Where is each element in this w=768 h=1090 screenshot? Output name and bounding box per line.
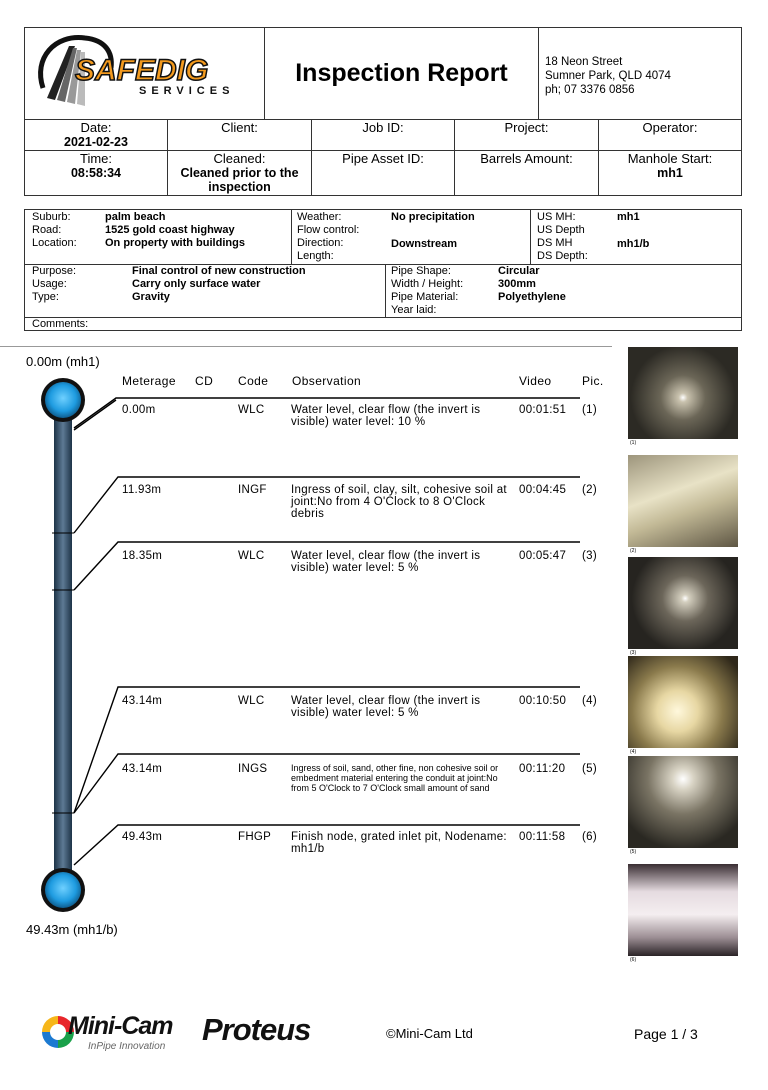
address-line: ph; 07 3376 0856 [545,84,635,96]
address-line: 18 Neon Street [545,56,623,68]
address-line: Sumner Park, QLD 4074 [545,70,671,82]
location-value: On property with buildings [105,237,245,249]
client-cell: Client: [168,120,312,150]
minicam-logo: Mini-Cam InPipe Innovation [38,1010,188,1058]
company-address [545,55,671,97]
inspection-photo-6[interactable] [628,864,738,956]
company-sub: SERVICES [139,85,235,97]
col-observation: Observation [292,374,362,388]
col-video: Video [519,374,552,388]
inspection-photo-1[interactable] [628,347,738,439]
width-value: 300mm [498,278,536,290]
material-value: Polyethylene [498,291,566,303]
safedig-logo-icon [25,28,265,119]
dsmh-value: mh1/b [617,238,650,250]
date-value: 2021-02-23 [64,135,128,149]
copyright: ©Mini-Cam Ltd [386,1026,473,1041]
col-code: Code [238,374,269,388]
col-meterage: Meterage [122,374,176,388]
shape-value: Circular [498,265,540,277]
barrels-cell: Barrels Amount: [455,151,599,195]
project-cell: Project: [455,120,599,150]
company-logo [25,28,265,119]
weather-value: No precipitation [391,211,475,223]
operator-cell: Operator: [642,120,698,135]
usage-value: Carry only surface water [132,278,261,290]
page-number: Page 1 / 3 [634,1026,698,1042]
inspection-photo-4[interactable] [628,656,738,748]
company-name: SAFEDIG [75,54,209,87]
col-cd: CD [195,374,214,388]
type-value: Gravity [132,291,170,303]
end-label: 49.43m (mh1/b) [26,922,118,937]
proteus-logo: Proteus [202,1012,311,1047]
cleaned-value: Cleaned prior to the inspection [180,166,299,194]
manhole-start-icon [41,378,85,422]
suburb-value: palm beach [105,211,166,223]
inspection-photo-2[interactable] [628,455,738,547]
usmh-value: mh1 [617,211,640,223]
inspection-photo-5[interactable] [628,756,738,848]
leader-lines [74,398,580,865]
job-info-grid [24,120,742,196]
pipe-asset-cell: Pipe Asset ID: [312,151,455,195]
pipe-body [54,400,72,890]
date-cell: Date: 2021-02-23 [25,120,168,150]
report-title: Inspection Report [265,28,539,119]
cleaned-cell: Cleaned: Cleaned prior to the inspection [168,151,312,195]
road-value: 1525 gold coast highway [105,224,235,236]
time-value: 08:58:34 [70,166,122,180]
start-label: 0.00m (mh1) [26,354,100,369]
manhole-end-icon [41,868,85,912]
col-pic: Pic. [582,374,604,388]
inspection-photo-3[interactable] [628,557,738,649]
site-info-box: Suburb: palm beach Road: 1525 gold coast highway Location: On property with buildings Weather: No precipitation Flow control: Direction: Downstream Length: US MH: mh1 US Depth DS MH mh1/b DS Depth: Purpose: Final control of new construction Usage: Carry only surface water Type: Gravity Pipe Shape: Circular Width / Height: 300mm Pipe Material: Polyethylene Year laid: Comments: [24,209,742,331]
direction-value: Downstream [391,238,458,250]
purpose-value: Final control of new construction [132,265,306,277]
report-header [24,27,742,120]
manhole-start-value: mh1 [657,166,683,180]
manhole-start-cell: Manhole Start: mh1 [599,151,741,195]
time-cell: Time: 08:58:34 [25,151,168,195]
section-divider [0,346,612,347]
jobid-cell: Job ID: [312,120,455,150]
